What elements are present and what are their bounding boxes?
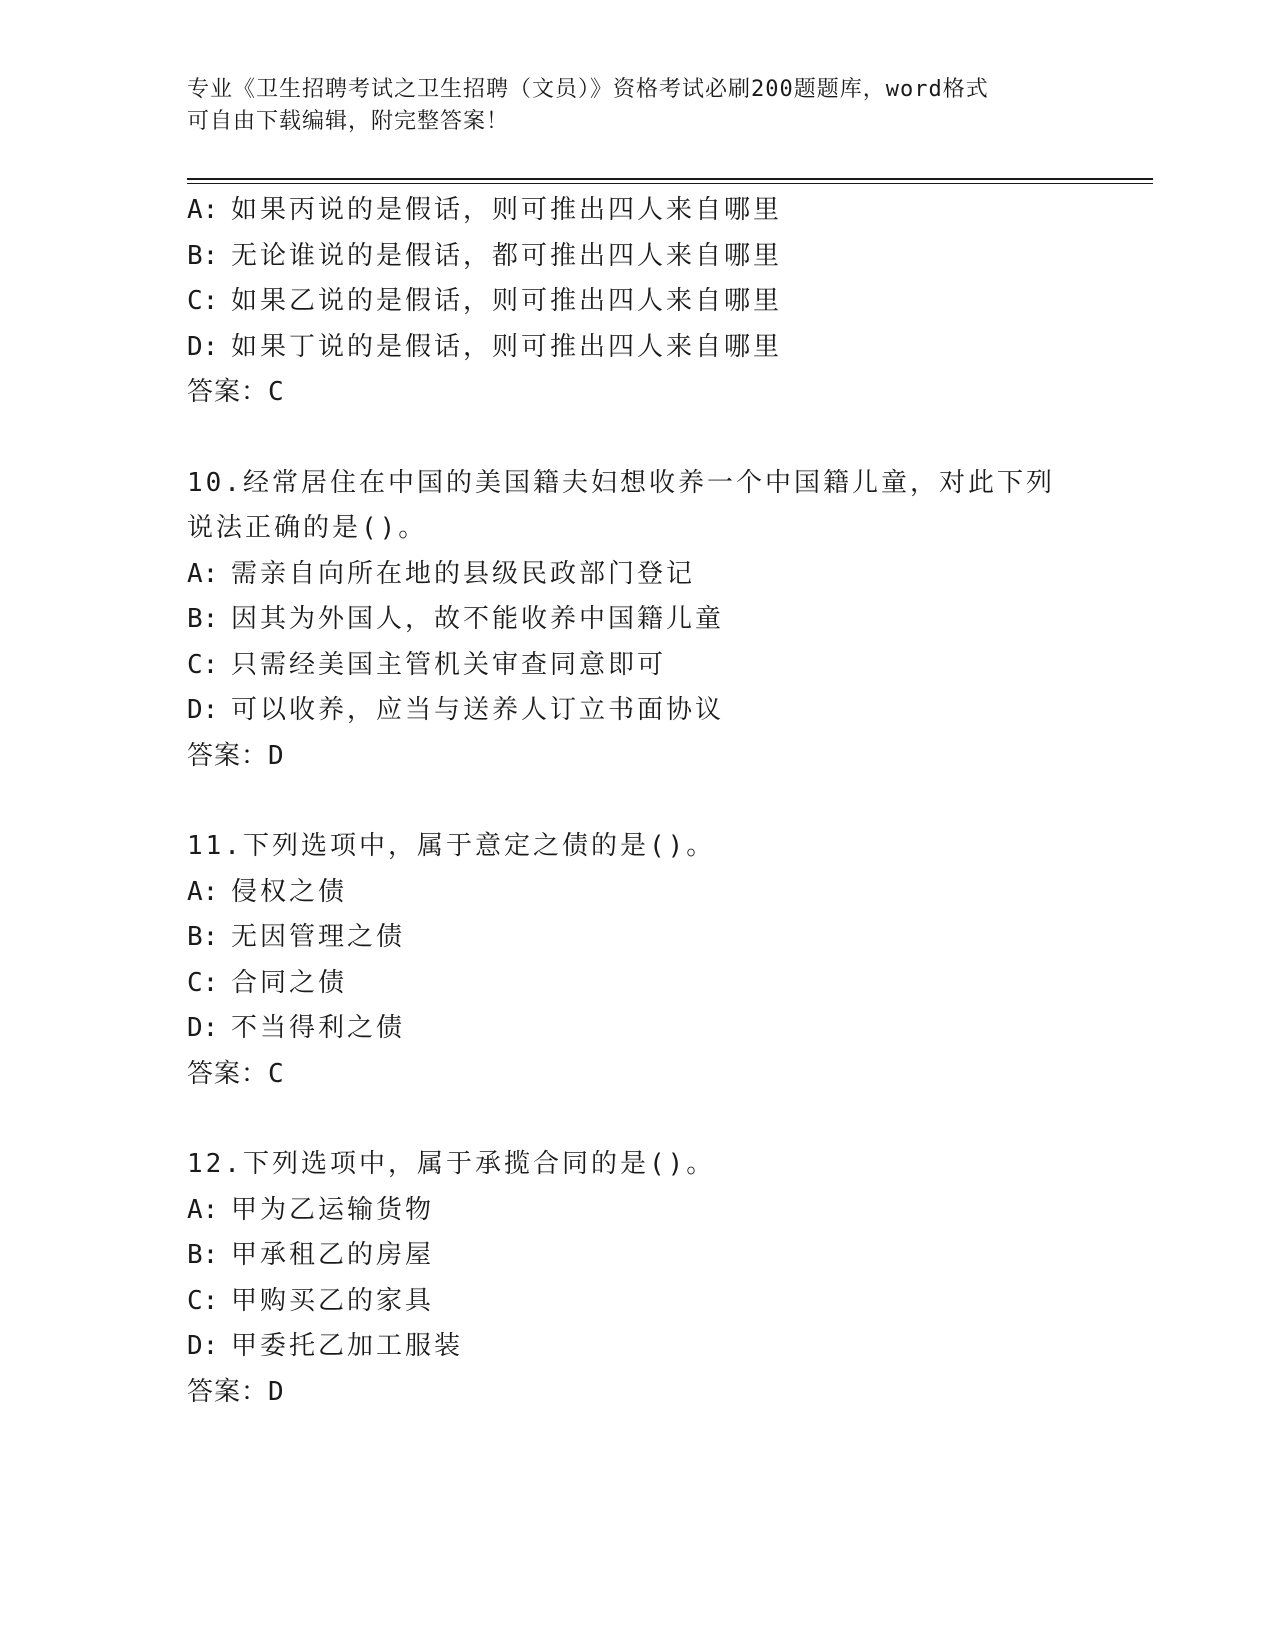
option-letter: C: — [187, 649, 219, 680]
option-c — [187, 643, 1087, 689]
header-rule-thin — [187, 183, 1153, 184]
question-stem: 12.下列选项中，属于承揽合同的是()。 — [187, 1149, 716, 1179]
option-text: 无因管理之债 — [231, 922, 406, 952]
option-c — [187, 961, 1087, 1007]
option-letter: A: — [187, 876, 219, 907]
option-b — [187, 915, 1087, 961]
document-header — [187, 74, 1087, 138]
option-letter: D: — [187, 1013, 219, 1043]
answer-label: 答案： — [187, 1058, 269, 1089]
option-a — [187, 188, 1087, 234]
answer-line — [187, 734, 1087, 780]
option-letter: C: — [187, 286, 219, 316]
answer-line — [187, 1370, 1087, 1416]
option-text: 只需经美国主管机关审查同意即可 — [231, 649, 667, 680]
question-12 — [187, 1142, 1087, 1415]
answer-value: D — [268, 1376, 285, 1407]
option-letter: A: — [187, 558, 219, 589]
option-c — [187, 279, 1087, 325]
option-text: 如果乙说的是假话，则可推出四人来自哪里 — [231, 286, 783, 316]
option-text: 甲承租乙的房屋 — [231, 1240, 435, 1270]
option-text: 如果丙说的是假话，则可推出四人来自哪里 — [231, 195, 783, 225]
option-b — [187, 234, 1087, 280]
option-a — [187, 870, 1087, 916]
option-b — [187, 1233, 1087, 1279]
option-d — [187, 1006, 1087, 1052]
option-text: 侵权之债 — [231, 876, 348, 907]
option-a — [187, 552, 1087, 598]
option-letter: C: — [187, 967, 219, 998]
option-letter: B: — [187, 922, 219, 952]
option-text: 可以收养，应当与送养人订立书面协议 — [231, 695, 725, 725]
answer-label: 答案： — [187, 1376, 269, 1407]
option-letter: B: — [187, 240, 219, 271]
question-stem: 10.经常居住在中国的美国籍夫妇想收养一个中国籍儿童，对此下列说法正确的是()。 — [187, 467, 1055, 543]
spacer — [187, 779, 1087, 824]
option-d — [187, 325, 1087, 371]
option-text: 需亲自向所在地的县级民政部门登记 — [231, 558, 696, 589]
option-text: 甲委托乙加工服装 — [231, 1331, 464, 1361]
spacer — [187, 416, 1087, 461]
option-letter: D: — [187, 1331, 219, 1361]
question-9-partial — [187, 188, 1087, 416]
answer-value: C — [268, 377, 285, 407]
question-11 — [187, 824, 1087, 1097]
option-d — [187, 688, 1087, 734]
option-text: 合同之债 — [231, 967, 348, 998]
option-d — [187, 1324, 1087, 1370]
answer-value: D — [268, 740, 285, 771]
answer-line — [187, 1052, 1087, 1098]
option-letter: B: — [187, 1240, 219, 1270]
header-rule-thick — [187, 178, 1153, 180]
spacer — [187, 1097, 1087, 1142]
option-letter: D: — [187, 695, 219, 725]
option-a — [187, 1188, 1087, 1234]
header-line-2: 可自由下载编辑，附完整答案！ — [187, 109, 510, 134]
option-letter: D: — [187, 331, 219, 362]
option-letter: A: — [187, 1194, 219, 1225]
document-content — [187, 188, 1087, 1415]
option-text: 因其为外国人，故不能收养中国籍儿童 — [231, 604, 725, 634]
question-10 — [187, 461, 1087, 780]
option-text: 无论谁说的是假话，都可推出四人来自哪里 — [231, 240, 783, 271]
question-stem: 11.下列选项中，属于意定之债的是()。 — [187, 831, 716, 861]
option-text: 不当得利之债 — [231, 1013, 406, 1043]
answer-line — [187, 370, 1087, 416]
option-letter: B: — [187, 604, 219, 634]
option-text: 甲购买乙的家具 — [231, 1285, 435, 1316]
answer-label: 答案： — [187, 740, 269, 771]
option-letter: C: — [187, 1285, 219, 1316]
option-c — [187, 1279, 1087, 1325]
answer-label: 答案： — [187, 377, 269, 407]
option-letter: A: — [187, 195, 219, 225]
option-text: 甲为乙运输货物 — [231, 1194, 435, 1225]
option-text: 如果丁说的是假话，则可推出四人来自哪里 — [231, 331, 783, 362]
answer-value: C — [268, 1058, 285, 1089]
header-line-1: 专业《卫生招聘考试之卫生招聘（文员）》资格考试必刷200题题库，word格式 — [187, 77, 989, 102]
option-b — [187, 597, 1087, 643]
